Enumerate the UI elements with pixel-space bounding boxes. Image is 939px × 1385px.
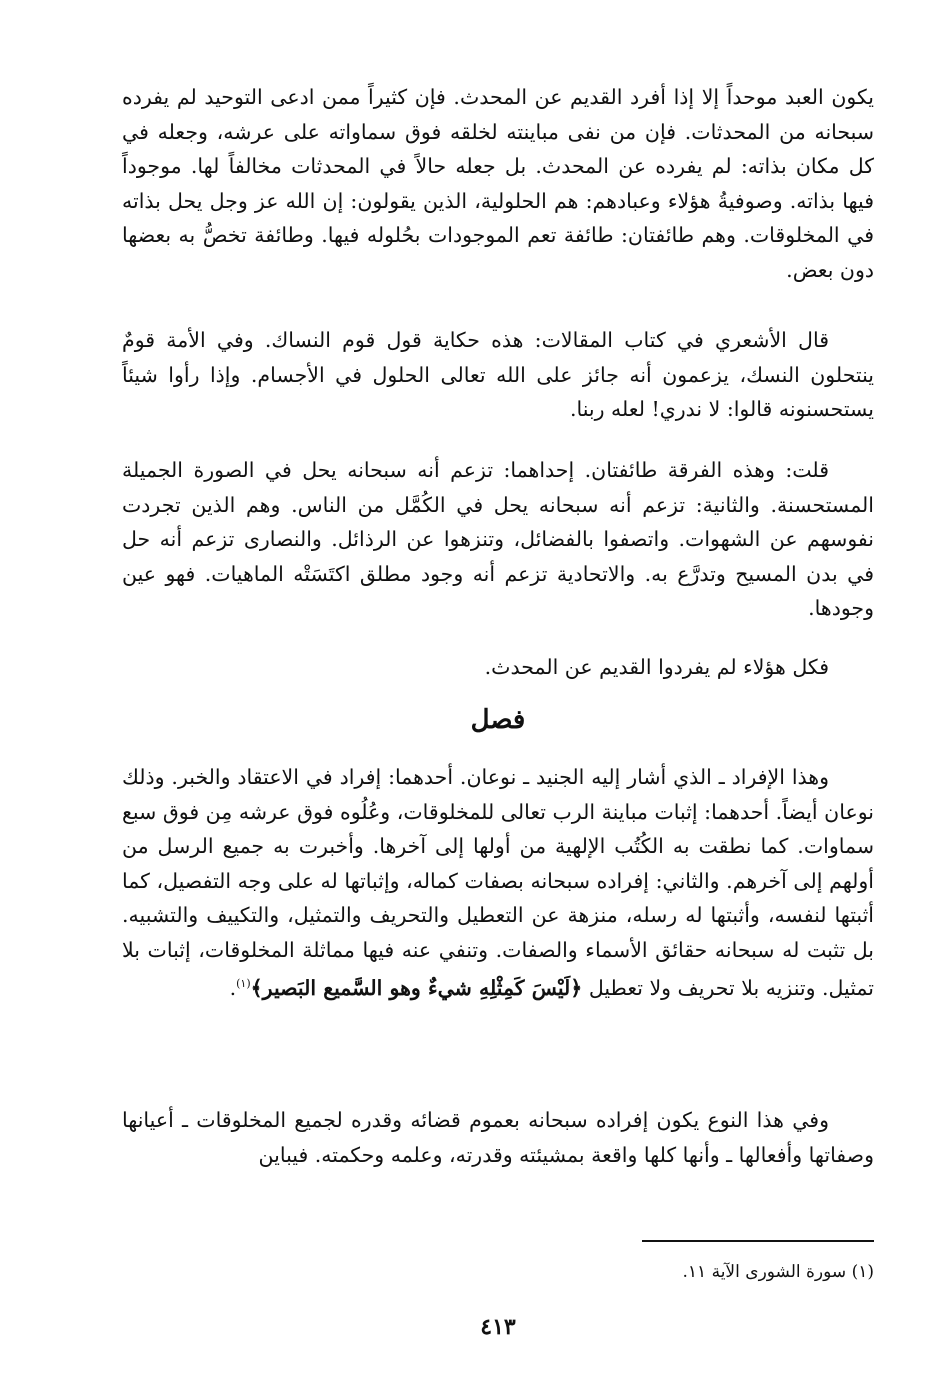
paragraph-ashari-quote: قال الأشعري في كتاب المقالات: هذه حكاية قول قوم النساك. وفي الأمة قومٌ ينتحلون النسك، يزعمون أنه جائز على الله تعالى الحلول في الأجسام. وإذا رأوا شيئاً يستحسنونه قالوا: لا ندري! لعله ربنا. xyxy=(122,328,874,421)
paragraph-conclusion: فكل هؤلاء لم يفردوا القديم عن المحدث. xyxy=(484,655,829,679)
paragraph-ifrad-end: . xyxy=(229,975,237,1000)
footnote: (١) سورة الشورى الآية ١١. xyxy=(682,1262,874,1282)
paragraph-1: يكون العبد موحداً إلا إذا أفرد القديم عن المحدث. فإن كثيراً ممن ادعى التوحيد لم يفرده سبحانه من المحدثات. فإن من نفى مباينته لخلقه فوق سماواته على عرشه، وجعله في كل مكان بذاته: لم يفرده عن المحدث. بل جعله حالاً في المحدثات مخالفاً لها. موجوداً فيها بذاته. وصوفيةُ هؤلاء وعبادهم: هم الحلولية، الذين يقولون: إن الله عز وجل يحل بذاته في المخلوقات. وهم طائفتان: طائفة تعم الموجودات بحُلوله فيها. وطائفة تخصُّ به بعضها دون بعض. xyxy=(122,85,874,282)
page-number: ٤١٣ xyxy=(480,1314,516,1340)
quran-verse: ﴿لَيْسَ كَمِثْلِهِ شيءٌ وهو السَّميع البَصير﴾ xyxy=(250,975,583,1000)
footnote-divider xyxy=(642,1240,874,1242)
paragraph-ifrad-text: وهذا الإفراد ـ الذي أشار إليه الجنيد ـ نوعان. أحدهما: إفراد في الاعتقاد والخبر. وذلك نوعان أيضاً. أحدهما: إثبات مباينة الرب تعالى للمخلوقات، وعُلُوه فوق عرشه مِن فوق سبع سماوات. كما نطقت به الكُتُب الإلهية من أولها إلى آخرها. وأخبرت به جميع الرسل من أولهم إلى آخرهم. والثاني: إفراده سبحانه بصفات كماله، وإثباتها له على وجه التفصيل، كما أثبتها لنفسه، وأثبتها له رسله، منزهة عن التعطيل والتحريف والتمثيل، والتكييف والتشبيه. بل تثبت له سبحانه حقائق الأسماء والصفات. وتنفي عنه فيها مماثلة المخلوقات، إثبات بلا تمثيل. وتنزيه بلا تحريف ولا تعطيل xyxy=(122,765,874,1000)
footnote-reference: (١) xyxy=(236,977,251,990)
section-heading: فصل xyxy=(470,705,526,735)
paragraph-ifrad xyxy=(122,760,874,1005)
paragraph-second-type: وفي هذا النوع يكون إفراده سبحانه بعموم قضائه وقدره لجميع المخلوقات ـ أعيانها وصفاتها وأفعالها ـ وأنها كلها واقعة بمشيئته وقدرته، وعلمه وحكمته. فيباين xyxy=(122,1108,874,1167)
paragraph-two-sects: قلت: وهذه الفرقة طائفتان. إحداهما: تزعم أنه سبحانه يحل في الصورة الجميلة المستحسنة. والثانية: تزعم أنه سبحانه يحل في الكُمَّل من الناس. وهم الذين تجردت نفوسهم عن الشهوات. واتصفوا بالفضائل، وتنزهوا عن الرذائل. والنصارى تزعم أنه حل في بدن المسيح وتدرَّع به. والاتحادية تزعم أنه وجود مطلق اكتَسَتْه الماهيات. فهو عين وجودها. xyxy=(122,458,874,620)
